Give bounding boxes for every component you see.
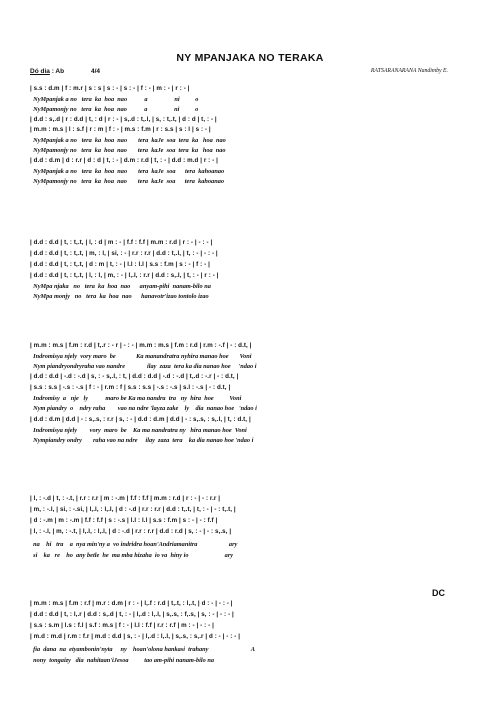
key-signature <box>30 68 64 75</box>
solfa-line: | d.d : d.d | t, : t,.t, | m, : l, | si, : - | r.r : r.r | d.d : t,.l, | t, : - | - : - | <box>30 250 218 257</box>
lyric-line: si ka re ho any betle he ma mba hizaha io va hiny io ary <box>30 552 234 559</box>
composer-credit: RATSARANARANA Nandimby E. <box>370 68 448 74</box>
lyric-line: fia dana na etyambonin'nyta ny hoan'olona hankasi trahany A <box>30 646 255 653</box>
lyric-line: NyMpa monjy no tera ka hoa nao hanavotr'izao tontolo izao <box>30 293 209 300</box>
lyric-line: NyMpamonjy no tera ka hoa nao tera kaJe soa tera ka hoa nao <box>30 147 226 154</box>
solfa-line: | s.s : s.m | l.s : f.l | s.f : m.s | f : - | l.l : f.f | r.r : r.f | m : - | - : - | <box>30 622 214 629</box>
solfa-line: | m.d : m.d | r.m : f.r | m.d : d.d | s, : - | l,.d : l,.l, | s,.s, : s,.r | d : - | - : - | <box>30 633 241 640</box>
solfa-line: | m.m : m.s | f.m : r.f | m.r : d.m | r : - | l,.f : r.d | t,.t, : l,.t, | d : - | - : - | <box>30 600 233 607</box>
solfa-line: | m, : -.l, | si, : -.si, | l,.l, : l,.l, | d : -.d | r.r : r.r | d.d : t,.t, | t, : - | - : t,.t, | <box>30 506 236 513</box>
lyric-line: Nympiandry ondry raha vao na ndre ilay zaza tera ka dia nanao hoe 'ndao i <box>30 437 254 444</box>
lyric-line: NyMpanjak a no tera ka hoa nao tera kaJe soa tera ka hoa nao <box>30 137 226 144</box>
lyric-line: Indromisy a nje ly maro be Ka ma nandra tra ny hira hoe Voni <box>30 395 242 402</box>
lyric-line: NyMpamonjy no tera ka hoa nao a ni o <box>30 106 199 113</box>
lyric-line: NyMpa njaka no tera ka hoa nao anyam-pihi nanam-bilo na <box>30 283 211 290</box>
solfa-line: | l, : -.d | t, : -.t, | r.r : r.r | m : -.m | f.f : f.f | m.m : r.d | r : - | - : r.r | <box>30 495 221 502</box>
lyric-line: Indromisya njely vory maro be Ka manandratra nyhira manao hoe Voni <box>30 353 252 360</box>
solfa-line: | d.d : d.d | t, : t,.t, | d : m | t, : - | l.l : l.l | s.s : f.m | s : - | f : - | <box>30 261 210 268</box>
solfa-line: | m.m : m.s | l : s.f | r : m | f : - | m.s : f.m | r : s.s | s : l | s : - | <box>30 126 211 133</box>
lyric-line: NyMpanjak a no tera ka hoa nao a ni o <box>30 96 199 103</box>
solfa-line: | d.d : d.m | d.d | - : s,.s, : r.r | s, : - | d.d : d.m | d.d | - : s,.s, : s,.l, | t, : d.t, | <box>30 416 251 423</box>
lyric-line: nony tongaizy dia nahitaan'iJesoa tao am-pihi nanam-bilo na <box>30 657 215 664</box>
solfa-line: | d.d : d.d | -.d : -.d | s, : - s,.l, : t, | d.d : d.d | -.d : -.d | t,.d : -.r | - : d.t, | <box>30 373 239 380</box>
solfa-line: | d.d : s,.d | r : d.d | t, : d | r : - | s,.d : t,.l, | s, : t,.t, | d : d | t, : - | <box>30 116 217 123</box>
key-label: Dó dia <box>30 68 50 75</box>
solfa-line: | l, : -.l, | m, : -.t, | l,.l, : l,.l, | d : -.d | r.r : r.r | d.d : r.d | s, : - | - : s,.s, | <box>30 528 232 535</box>
song-title: NY MPANJAKA NO TERAKA <box>176 52 324 64</box>
solfa-line: | s.s : d.m | f : m.r | s : s | s : - | s : - | f : - | m : - | r : - | <box>30 85 190 92</box>
solfa-line: | d.d : d.m | d : r.r | d : d | t, : - | d.m : r.d | t, : - | d.d : m.d | r : - | <box>30 157 218 164</box>
solfa-line: | s.s : s.s | -.s : -.s | f : - | r.m : f | s.s : s.s | -.s : -.s | s.l : -.s | - : d.t, | <box>30 384 231 391</box>
solfa-line: | m.m : m.s | f.m : r.d | t,.r : - r | - : - | m.m : m.s | f.m : r.d | r.m : -.f | - : d.t, | <box>30 342 252 349</box>
solfa-line: | d.d : d.d | t, : t,.t, | l, : l, | m, : - | l,.l, : r.r | d.d : s,.l, | t, : - | r : - | <box>30 272 219 279</box>
solfa-line: | d.d : d.d | t, : t,.t, | l, : d | m : - | f.f : f.f | m.m : r.d | r : - | - : - | <box>30 239 213 246</box>
lyric-line: NyMpamonjy no tera ka hoa nao tera kaJe soa tera kahoanao <box>30 178 224 185</box>
solfa-line: | d.d : d.d | t, : l,.r | d.d : s,.d | t, : - | l,.d : l,.l, | s,.s, : f,.s, | s, : - | - : - | <box>30 611 234 618</box>
key-value: : Ab <box>51 68 65 75</box>
time-signature: 4/4 <box>91 68 101 75</box>
da-capo-marker: DC <box>432 588 445 598</box>
solfa-line: | d : -.m | m : -.m | f.f : f.f | s : -.s | l.l : l.l | s.s : f.m | s : - | - : f.f | <box>30 517 218 524</box>
lyric-line: Nym piandry o ndry raha vao na ndre 'layza zake ly dia nanao hoe 'ndao i <box>30 405 257 412</box>
lyric-line: NyMpanjak a no tera ka hoa nao tera kaJe soa tera kahoanao <box>30 168 225 175</box>
lyric-line: Indromisya njely vory maro be Ka ma nandratra ny hira manao hoe Voni <box>30 427 247 434</box>
lyric-line: Nym piandryondryraha vao nandre ilay zaza tera ka dia nanao hoe 'ndao i <box>30 363 257 370</box>
lyric-line: na hi tra a nya min'ny a vo indridra hoan'Andriamanitra ary <box>30 541 238 548</box>
